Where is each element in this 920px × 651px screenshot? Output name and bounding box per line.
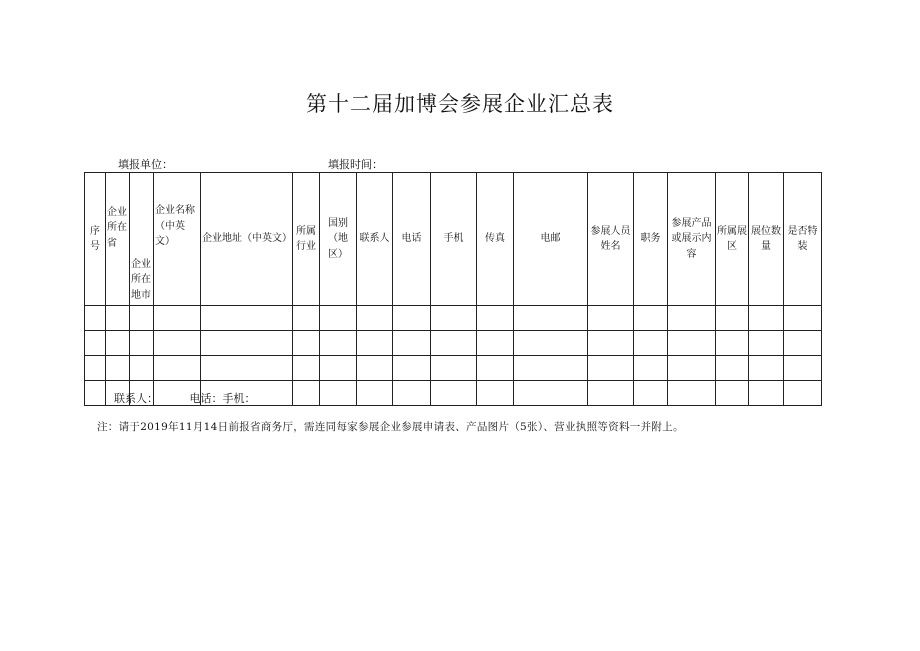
header-cell-staff-name: 参展人员姓名 (588, 173, 634, 306)
table-cell[interactable] (201, 306, 293, 331)
table-cell[interactable] (634, 331, 668, 356)
table-cell[interactable] (668, 331, 716, 356)
table-cell[interactable] (106, 331, 130, 356)
table-cell[interactable] (749, 381, 784, 406)
header-cell-phone: 电话 (393, 173, 431, 306)
page-title: 第十二届加博会参展企业汇总表 (306, 92, 614, 116)
table-cell[interactable] (477, 306, 514, 331)
fill-time-label: 填报时间： (328, 158, 383, 171)
table-cell[interactable] (716, 331, 749, 356)
table-cell[interactable] (293, 356, 320, 381)
table-cell[interactable] (201, 356, 293, 381)
table-cell[interactable] (85, 331, 106, 356)
table-cell[interactable] (393, 356, 431, 381)
table-cell[interactable] (393, 381, 431, 406)
table-cell[interactable] (514, 356, 588, 381)
footer-phone-label: 电话：手机： (189, 392, 256, 405)
table-cell[interactable] (393, 306, 431, 331)
table-cell[interactable] (588, 331, 634, 356)
table-cell[interactable] (588, 381, 634, 406)
table-cell[interactable] (634, 381, 668, 406)
table-cell[interactable] (431, 356, 477, 381)
table-cell[interactable] (154, 331, 201, 356)
table-cell[interactable] (320, 381, 357, 406)
table-cell[interactable] (106, 306, 130, 331)
table-cell[interactable] (293, 306, 320, 331)
table-cell[interactable] (716, 306, 749, 331)
table-row (85, 331, 822, 356)
table-cell[interactable] (85, 381, 106, 406)
table-cell[interactable] (393, 331, 431, 356)
header-cell-mobile: 手机 (431, 173, 477, 306)
table-cell[interactable] (85, 356, 106, 381)
submission-note: 注：请于2019年11月14日前报省商务厅，需连同每家参展企业参展申请表、产品图片（5张）、营业执照等资料一并附上。 (97, 421, 684, 433)
header-cell-email: 电邮 (514, 173, 588, 306)
table-cell[interactable] (431, 381, 477, 406)
table-cell[interactable] (320, 331, 357, 356)
table-cell[interactable] (130, 306, 154, 331)
table-cell[interactable] (634, 306, 668, 331)
table-cell[interactable] (668, 356, 716, 381)
table-cell[interactable] (514, 306, 588, 331)
table-cell[interactable] (293, 381, 320, 406)
header-cell-position: 职务 (634, 173, 668, 306)
table-cell[interactable] (477, 331, 514, 356)
fill-unit-label: 填报单位： (118, 158, 173, 171)
table-cell[interactable] (588, 306, 634, 331)
header-cell-booth-count: 展位数量 (749, 173, 784, 306)
table-cell[interactable] (514, 381, 588, 406)
table-cell[interactable] (588, 356, 634, 381)
table-cell[interactable] (431, 331, 477, 356)
table-cell[interactable] (784, 381, 822, 406)
header-cell-company-name: 企业名称（中英文） (154, 173, 201, 306)
table-cell[interactable] (784, 356, 822, 381)
table-cell[interactable] (357, 331, 393, 356)
table-cell[interactable] (749, 331, 784, 356)
header-cell-city: 企业所在地市 (130, 173, 154, 306)
table-cell[interactable] (634, 356, 668, 381)
header-cell-country: 国别（地区） (320, 173, 357, 306)
table-cell[interactable] (357, 306, 393, 331)
table-cell[interactable] (201, 331, 293, 356)
header-cell-fax: 传真 (477, 173, 514, 306)
table-cell[interactable] (130, 331, 154, 356)
table-cell[interactable] (477, 381, 514, 406)
table-cell[interactable] (477, 356, 514, 381)
table-header-row (85, 173, 822, 306)
table-row (85, 306, 822, 331)
table-cell[interactable] (293, 331, 320, 356)
table-cell[interactable] (357, 356, 393, 381)
table-cell[interactable] (716, 381, 749, 406)
header-cell-industry: 所属行业 (293, 173, 320, 306)
table-cell[interactable] (668, 381, 716, 406)
table-cell[interactable] (749, 306, 784, 331)
table-cell[interactable] (357, 381, 393, 406)
header-cell-products: 参展产品或展示内容 (668, 173, 716, 306)
table-cell[interactable] (716, 356, 749, 381)
table-cell[interactable] (749, 356, 784, 381)
header-cell-company-address: 企业地址（中英文） (201, 173, 293, 306)
table-cell[interactable] (784, 331, 822, 356)
header-cell-special-build: 是否特装 (784, 173, 822, 306)
header-cell-contact: 联系人 (357, 173, 393, 306)
header-cell-exhibit-area: 所属展区 (716, 173, 749, 306)
table-cell[interactable] (320, 306, 357, 331)
footer-contact-line (114, 390, 284, 406)
exhibitor-summary-table (84, 172, 822, 406)
table-cell[interactable] (784, 306, 822, 331)
table-cell[interactable] (154, 306, 201, 331)
footer-contact-label: 联系人： (114, 392, 158, 405)
table-cell[interactable] (106, 356, 130, 381)
table-cell[interactable] (431, 306, 477, 331)
header-cell-serial: 序号 (85, 173, 106, 306)
table-cell[interactable] (85, 306, 106, 331)
table-cell[interactable] (514, 331, 588, 356)
table-cell[interactable] (154, 356, 201, 381)
header-cell-province: 企业所在省 (106, 173, 130, 306)
table-cell[interactable] (320, 356, 357, 381)
table-row (85, 356, 822, 381)
table-cell[interactable] (668, 306, 716, 331)
table-cell[interactable] (130, 356, 154, 381)
